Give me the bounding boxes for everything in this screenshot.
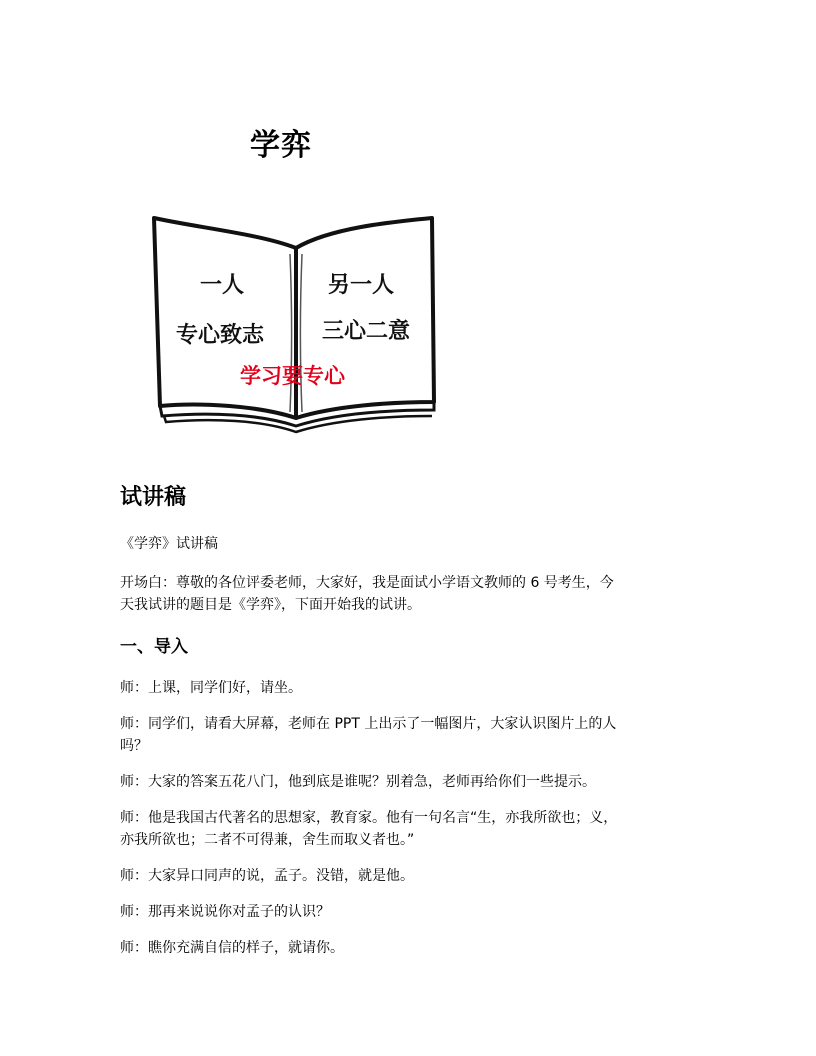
book-caption: 学习要专心	[240, 364, 345, 388]
dialogue-line: 师：同学们，请看大屏幕，老师在 PPT 上出示了一幅图片，大家认识图片上的人	[120, 716, 617, 732]
book-illustration	[150, 214, 438, 434]
dialogue-line: 师：他是我国古代著名的思想家，教育家。他有一句名言“生，亦我所欲也；义，	[120, 810, 618, 826]
right-page-line1: 另一人	[328, 273, 395, 298]
right-page-line2: 三心二意	[322, 319, 411, 344]
dialogue-line: 师：那再来说说你对孟子的认识？	[120, 904, 330, 920]
dialogue-line: 吗？	[120, 738, 148, 754]
dialogue-line: 师：大家的答案五花八门，他到底是谁呢？别着急，老师再给你们一些提示。	[120, 774, 596, 790]
dialogue-line: 师：大家异口同声的说，孟子。没错，就是他。	[120, 868, 414, 884]
left-page-line2: 专心致志	[176, 323, 265, 348]
left-page-line1: 一人	[200, 273, 245, 298]
opening-line-1: 开场白：尊敬的各位评委老师，大家好，我是面试小学语文教师的 6 号考生，今	[120, 575, 614, 591]
opening-line-2: 天我试讲的题目是《学弈》，下面开始我的试讲。	[120, 597, 421, 613]
document-subtitle: 《学弈》试讲稿	[120, 536, 218, 552]
section-heading: 试讲稿	[120, 485, 187, 510]
page-title: 学弈	[250, 128, 312, 163]
dialogue-line: 师：瞧你充满自信的样子，就请你。	[120, 940, 344, 956]
dialogue-line: 师：上课，同学们好，请坐。	[120, 680, 302, 696]
part-heading: 一、导入	[120, 637, 188, 657]
dialogue-line: 亦我所欲也；二者不可得兼，舍生而取义者也。”	[120, 832, 415, 848]
